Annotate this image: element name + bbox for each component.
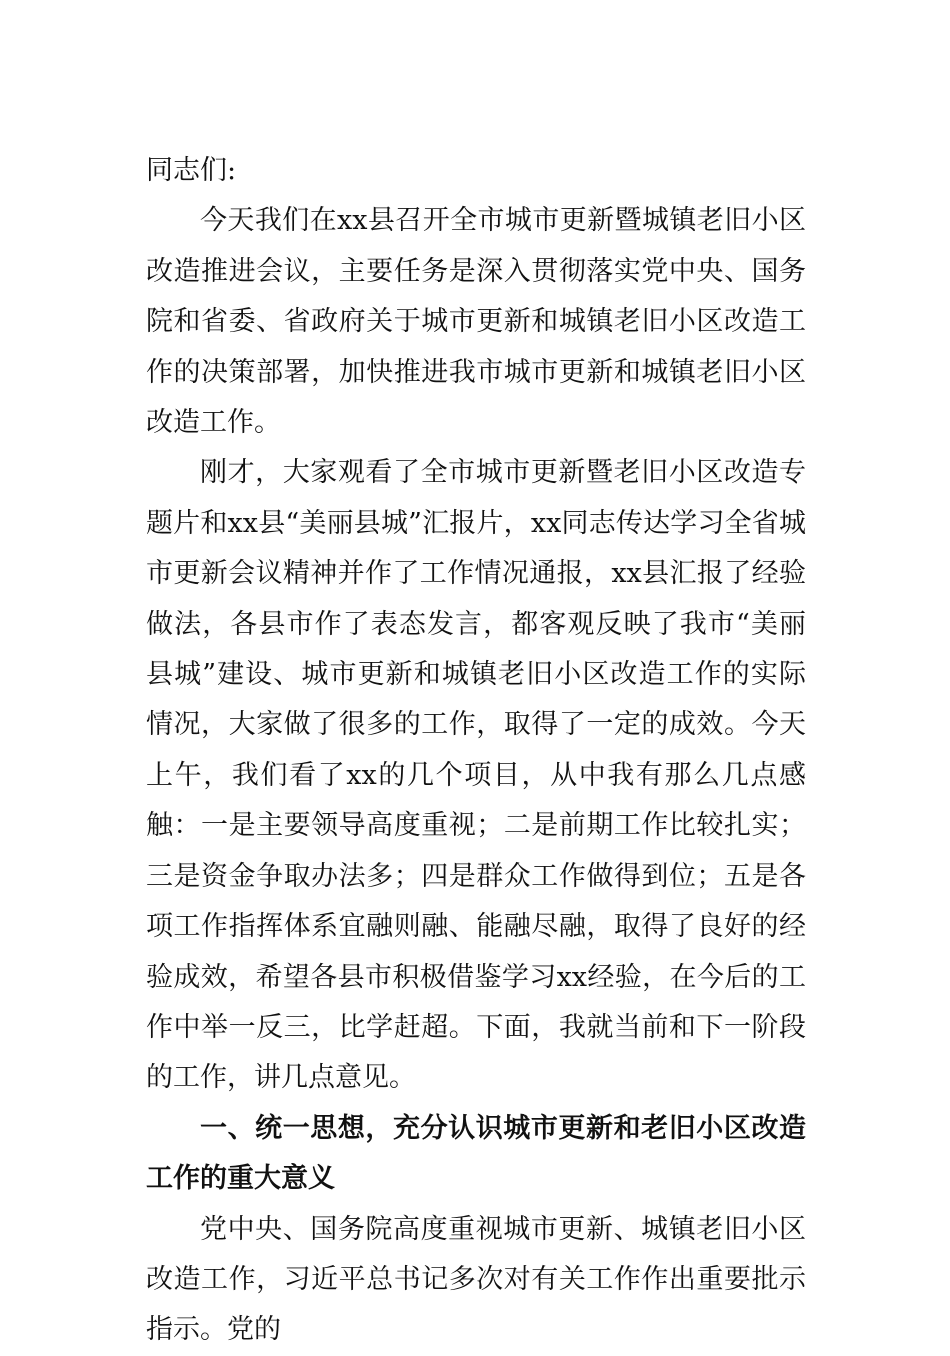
section-paragraph: 党中央、国务院高度重视城市更新、城镇老旧小区改造工作，习近平总书记多次对有关工作作出重要批示指示。党的 bbox=[146, 1213, 806, 1346]
paragraph-opening: 今天我们在xx县召开全市城市更新暨城镇老旧小区改造推进会议，主要任务是深入贯彻落实党中央、国务院和省委、省政府关于城市更新和城镇老旧小区改造工作的决策部署，加快推进我市城市更新和城镇老旧小区改造工作。 bbox=[146, 205, 806, 439]
section-heading: 一、统一思想，充分认识城市更新和老旧小区改造工作的重大意义 bbox=[146, 1112, 806, 1195]
salutation: 同志们: bbox=[146, 155, 237, 186]
paragraph-review: 刚才，大家观看了全市城市更新暨老旧小区改造专题片和xx县“美丽县城”汇报片，xx同志传达学习全省城市更新会议精神并作了工作情况通报，xx县汇报了经验做法，各县市作了表态发言，都客观反映了我市“美丽县城”建设、城市更新和城镇老旧小区改造工作的实际情况，大家做了很多的工作，取得了一定的成效。今天上午，我们看了xx的几个项目，从中我有那么几点感触：一是主要领导高度重视；二是前期工作比较扎实；三是资金争取办法多；四是群众工作做得到位；五是各项工作指挥体系宜融则融、能融尽融，取得了良好的经验成效，希望各县市积极借鉴学习xx经验，在今后的工作中举一反三，比学赶超。下面，我就当前和下一阶段的工作，讲几点意见。 bbox=[146, 457, 806, 1094]
document-body bbox=[146, 146, 806, 1356]
